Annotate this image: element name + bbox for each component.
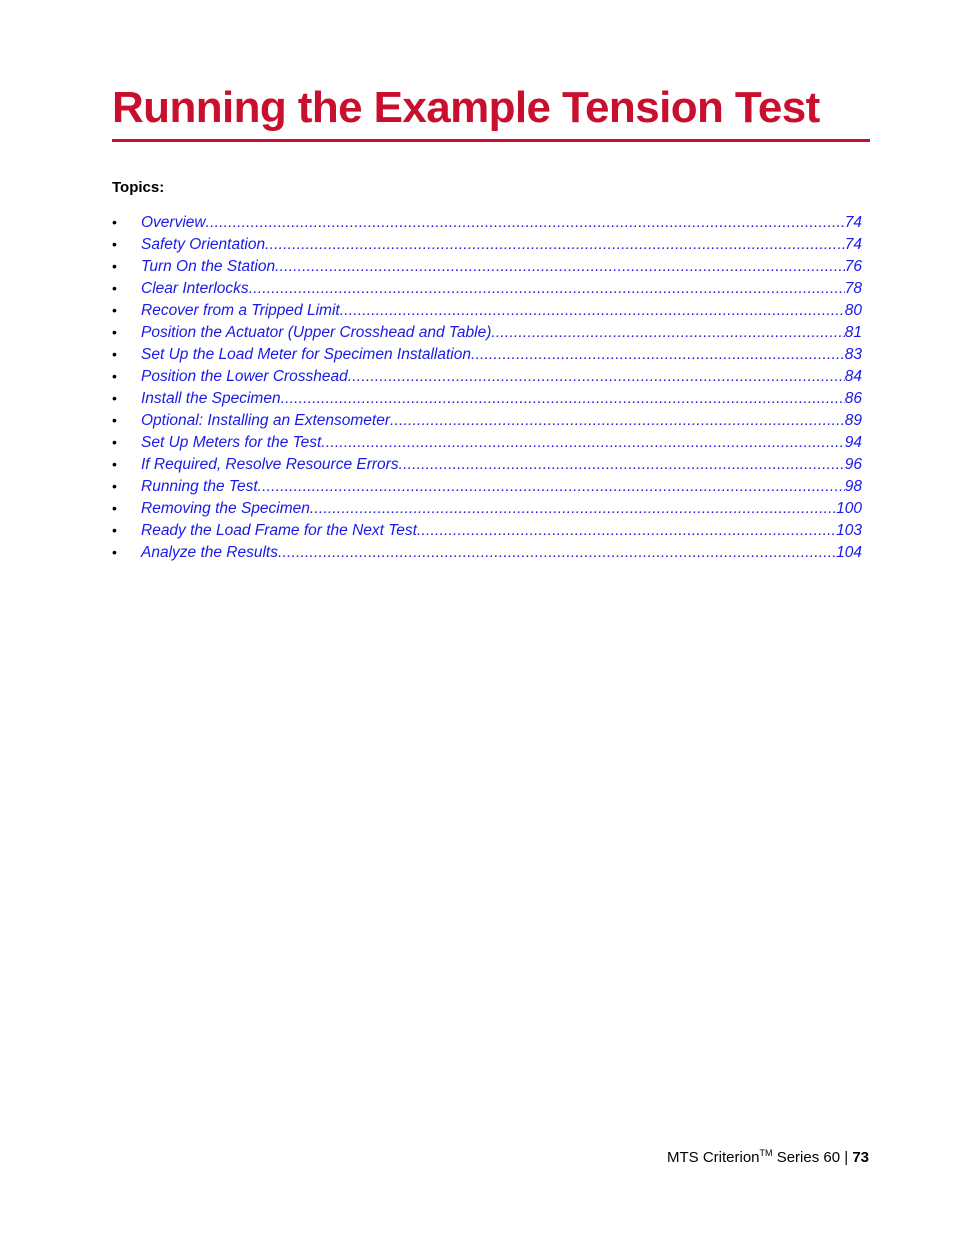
dot-leader <box>265 234 845 256</box>
topics-heading: Topics: <box>112 179 165 196</box>
list-item <box>112 321 862 343</box>
toc-link-text: Turn On the Station <box>141 258 276 275</box>
toc-link[interactable] <box>141 366 862 388</box>
list-item <box>112 365 862 387</box>
toc-link-text: Set Up Meters for the Test <box>141 434 322 451</box>
dot-leader <box>321 432 844 454</box>
toc-page-number: 89 <box>844 412 862 429</box>
list-item <box>112 519 862 541</box>
toc-page-number: 81 <box>844 324 862 341</box>
list-item <box>112 255 862 277</box>
dot-leader <box>491 322 844 344</box>
bullet: • <box>112 434 117 450</box>
dot-leader <box>390 410 845 432</box>
bullet: • <box>112 368 117 384</box>
toc-link-text: If Required, Resolve Resource Errors <box>141 456 399 473</box>
list-item <box>112 431 862 453</box>
list-item <box>112 409 862 431</box>
dot-leader <box>206 212 845 234</box>
bullet: • <box>112 214 117 230</box>
list-item <box>112 299 862 321</box>
title-rule <box>112 139 870 142</box>
list-item <box>112 211 862 233</box>
dot-leader <box>340 300 845 322</box>
bullet: • <box>112 236 117 252</box>
toc-link[interactable] <box>141 278 862 300</box>
toc-page-number: 78 <box>844 280 862 297</box>
toc-link-text: Position the Lower Crosshead <box>141 368 348 385</box>
topics-list <box>112 211 862 563</box>
bullet: • <box>112 500 117 516</box>
toc-link[interactable] <box>141 542 862 564</box>
bullet: • <box>112 280 117 296</box>
dot-leader <box>249 278 845 300</box>
toc-page-number: 74 <box>844 236 862 253</box>
toc-page-number: 83 <box>844 346 862 363</box>
toc-link-text: Set Up the Load Meter for Specimen Installation <box>141 346 471 363</box>
toc-link[interactable] <box>141 234 862 256</box>
toc-link-text: Recover from a Tripped Limit <box>141 302 340 319</box>
toc-link[interactable] <box>141 300 862 322</box>
toc-link-text: Analyze the Results <box>141 544 278 561</box>
toc-page-number: 86 <box>844 390 862 407</box>
bullet: • <box>112 478 117 494</box>
toc-link[interactable] <box>141 212 862 234</box>
bullet: • <box>112 390 117 406</box>
toc-link[interactable] <box>141 432 862 454</box>
toc-page-number: 94 <box>844 434 862 451</box>
toc-page-number: 104 <box>836 544 862 561</box>
toc-link-text: Removing the Specimen <box>141 500 310 517</box>
list-item <box>112 497 862 519</box>
list-item <box>112 541 862 563</box>
bullet: • <box>112 324 117 340</box>
bullet: • <box>112 346 117 362</box>
dot-leader <box>471 344 845 366</box>
toc-link-text: Optional: Installing an Extensometer <box>141 412 390 429</box>
toc-page-number: 103 <box>836 522 862 539</box>
toc-link-text: Position the Actuator (Upper Crosshead and Table) <box>141 324 492 341</box>
toc-link[interactable] <box>141 388 862 410</box>
toc-link-text: Ready the Load Frame for the Next Test <box>141 522 417 539</box>
bullet: • <box>112 302 117 318</box>
toc-page-number: 74 <box>844 214 862 231</box>
dot-leader <box>399 454 845 476</box>
toc-link-text: Clear Interlocks <box>141 280 249 297</box>
list-item <box>112 277 862 299</box>
toc-link-text: Overview <box>141 214 206 231</box>
page-title: Running the Example Tension Test <box>112 83 820 132</box>
list-item <box>112 453 862 475</box>
page-footer <box>667 1148 869 1168</box>
toc-link[interactable] <box>141 410 862 432</box>
toc-page-number: 84 <box>844 368 862 385</box>
toc-page-number: 76 <box>844 258 862 275</box>
list-item <box>112 475 862 497</box>
footer-page-number: 73 <box>852 1149 869 1166</box>
list-item <box>112 387 862 409</box>
bullet: • <box>112 258 117 274</box>
bullet: • <box>112 522 117 538</box>
toc-link[interactable] <box>141 256 862 278</box>
toc-link[interactable] <box>141 520 862 542</box>
toc-link-text: Running the Test <box>141 478 258 495</box>
dot-leader <box>417 520 836 542</box>
toc-page-number: 80 <box>844 302 862 319</box>
dot-leader <box>348 366 845 388</box>
toc-link-text: Install the Specimen <box>141 390 281 407</box>
dot-leader <box>310 498 836 520</box>
toc-link[interactable] <box>141 454 862 476</box>
bullet: • <box>112 456 117 472</box>
list-item <box>112 343 862 365</box>
trademark-symbol: TM <box>759 1148 773 1158</box>
footer-product: MTS Criterion <box>667 1149 760 1166</box>
footer-series: Series 60 | <box>772 1149 853 1166</box>
dot-leader <box>275 256 845 278</box>
toc-link[interactable] <box>141 344 862 366</box>
toc-link[interactable] <box>141 498 862 520</box>
bullet: • <box>112 412 117 428</box>
list-item <box>112 233 862 255</box>
toc-link-text: Safety Orientation <box>141 236 266 253</box>
toc-page-number: 96 <box>844 456 862 473</box>
toc-page-number: 98 <box>844 478 862 495</box>
toc-link[interactable] <box>141 476 862 498</box>
dot-leader <box>281 388 845 410</box>
toc-link[interactable] <box>141 322 862 344</box>
dot-leader <box>278 542 836 564</box>
toc-page-number: 100 <box>836 500 862 517</box>
dot-leader <box>258 476 845 498</box>
bullet: • <box>112 544 117 560</box>
